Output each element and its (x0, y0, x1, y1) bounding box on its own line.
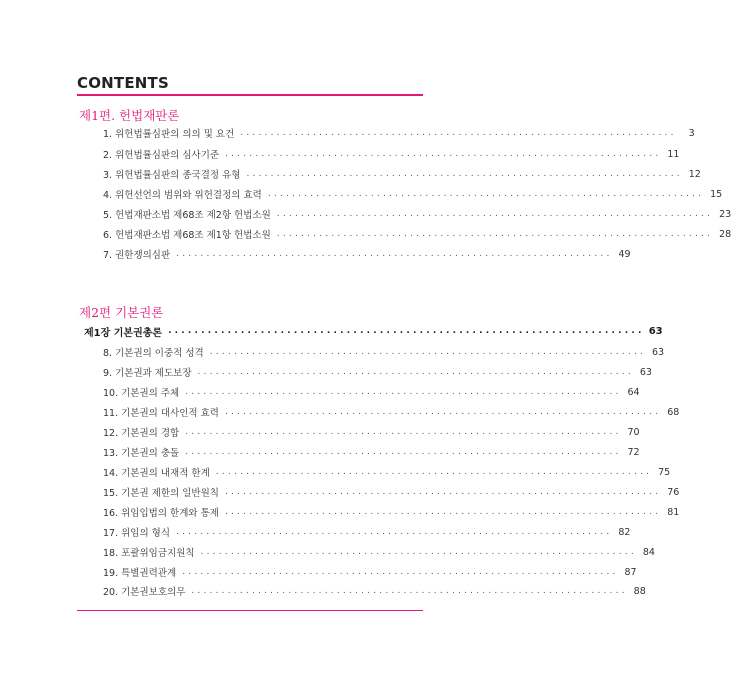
contents-title: CONTENTS (77, 74, 169, 92)
toc-entry-page: 63 (652, 346, 665, 358)
toc-entry-page: 72 (627, 446, 640, 458)
toc-entry-page: 49 (618, 248, 631, 260)
dot-leader: ........................................................................ (267, 189, 705, 199)
toc-entry[interactable] (103, 247, 631, 261)
part-2-title: 제2편 기본권론 (79, 305, 164, 320)
toc-entry[interactable] (103, 465, 671, 479)
dot-leader: ........................................................................ (176, 249, 613, 259)
dot-leader: ........................................................................ (276, 209, 714, 219)
toc-entry[interactable] (103, 525, 631, 539)
dot-leader: ........................................................................ (224, 407, 662, 417)
toc-entry[interactable] (103, 425, 640, 439)
dot-leader: ........................................................................ (225, 149, 662, 159)
dot-leader: ........................................................................ (168, 326, 645, 336)
toc-chapter-label: 제1장 기본권총론 (84, 327, 163, 339)
toc-entry[interactable] (103, 207, 731, 221)
dot-leader: ........................................................................ (224, 487, 662, 497)
toc-entry-label: 10. 기본권의 주체 (103, 388, 180, 399)
toc-entry[interactable] (103, 584, 646, 598)
toc-entry-page: 88 (633, 585, 646, 597)
toc-entry-page: 81 (667, 506, 680, 518)
dot-leader: ........................................................................ (176, 527, 613, 537)
toc-entry[interactable] (103, 365, 652, 379)
toc-entry[interactable] (103, 385, 640, 399)
toc-entry[interactable] (103, 147, 680, 161)
toc-entry-label: 12. 기본권의 경합 (103, 428, 180, 439)
toc-entry[interactable] (103, 505, 680, 519)
dot-leader: ........................................................................ (191, 586, 628, 596)
dot-leader: ........................................................................ (200, 547, 637, 557)
toc-entry-page: 28 (719, 228, 731, 240)
toc-entry-label: 3. 위헌법률심판의 종국결정 유형 (103, 170, 241, 181)
dot-leader: ........................................................................ (224, 507, 662, 517)
toc-entry[interactable] (103, 485, 680, 499)
dot-leader: ........................................................................ (215, 467, 653, 477)
toc-entry-page: 75 (658, 466, 671, 478)
toc-chapter-entry[interactable] (84, 324, 663, 339)
toc-entry-page: 64 (627, 386, 640, 398)
toc-entry[interactable] (103, 405, 680, 419)
toc-entry-label: 13. 기본권의 충돌 (103, 448, 180, 459)
toc-entry-label: 14. 기본권의 내재적 한계 (103, 468, 210, 479)
toc-entry-label: 20. 기본권보호의무 (103, 587, 186, 598)
dot-leader: ........................................................................ (197, 367, 634, 377)
toc-entry-page: 3 (688, 127, 695, 139)
toc-entry-label: 8. 기본권의 이중적 성격 (103, 348, 204, 359)
dot-leader: ........................................................................ (185, 387, 622, 397)
toc-entry-label: 6. 헌법재판소법 제68조 제1항 헌법소원 (103, 230, 271, 241)
toc-entry[interactable] (103, 565, 637, 579)
toc-entry-label: 18. 포괄위임금지원칙 (103, 548, 195, 559)
toc-entry-page: 12 (688, 168, 701, 180)
toc-entry-page: 76 (667, 486, 680, 498)
toc-entry-label: 9. 기본권과 제도보장 (103, 368, 192, 379)
dot-leader: ........................................................................ (240, 128, 677, 138)
dot-leader: ........................................................................ (185, 427, 622, 437)
toc-entry-label: 5. 헌법재판소법 제68조 제2항 헌법소원 (103, 210, 271, 221)
toc-entry[interactable] (103, 345, 665, 359)
toc-entry-page: 23 (719, 208, 731, 220)
toc-entry[interactable] (103, 167, 701, 181)
toc-entry-label: 17. 위임의 형식 (103, 528, 171, 539)
toc-entry-page: 82 (618, 526, 631, 538)
footer-rule (77, 610, 423, 611)
toc-entry-page: 87 (624, 566, 637, 578)
toc-entry-page: 70 (627, 426, 640, 438)
toc-entry[interactable] (103, 187, 723, 201)
dot-leader: ........................................................................ (246, 169, 683, 179)
toc-entry[interactable] (103, 445, 640, 459)
toc-entry-page: 11 (667, 148, 680, 160)
toc-entry-label: 15. 기본권 제한의 일반원칙 (103, 488, 219, 499)
dot-leader: ........................................................................ (182, 567, 619, 577)
toc-entry-page: 68 (667, 406, 680, 418)
toc-entry[interactable] (103, 545, 655, 559)
part-1-title: 제1편. 헌법재판론 (79, 108, 180, 123)
dot-leader: ........................................................................ (209, 347, 647, 357)
toc-entry-label: 4. 위헌선언의 범위와 위헌결정의 효력 (103, 190, 262, 201)
toc-entry-label: 1. 위헌법률심판의 의의 및 요건 (103, 129, 235, 140)
title-underline (77, 94, 423, 96)
toc-entry-page: 84 (642, 546, 655, 558)
toc-entry-page: 15 (710, 188, 723, 200)
dot-leader: ........................................................................ (276, 229, 714, 239)
toc-entry-label: 7. 권한쟁의심판 (103, 250, 171, 261)
toc-chapter-page: 63 (648, 325, 663, 337)
toc-entry-label: 2. 위헌법률심판의 심사기준 (103, 150, 220, 161)
toc-entry-label: 19. 특별권력관계 (103, 568, 177, 579)
toc-entry[interactable] (103, 126, 695, 140)
toc-entry-label: 16. 위임입법의 한계와 통제 (103, 508, 219, 519)
toc-entry-label: 11. 기본권의 대사인적 효력 (103, 408, 219, 419)
toc-entry[interactable] (103, 227, 731, 241)
toc-entry-page: 63 (639, 366, 652, 378)
dot-leader: ........................................................................ (185, 447, 622, 457)
